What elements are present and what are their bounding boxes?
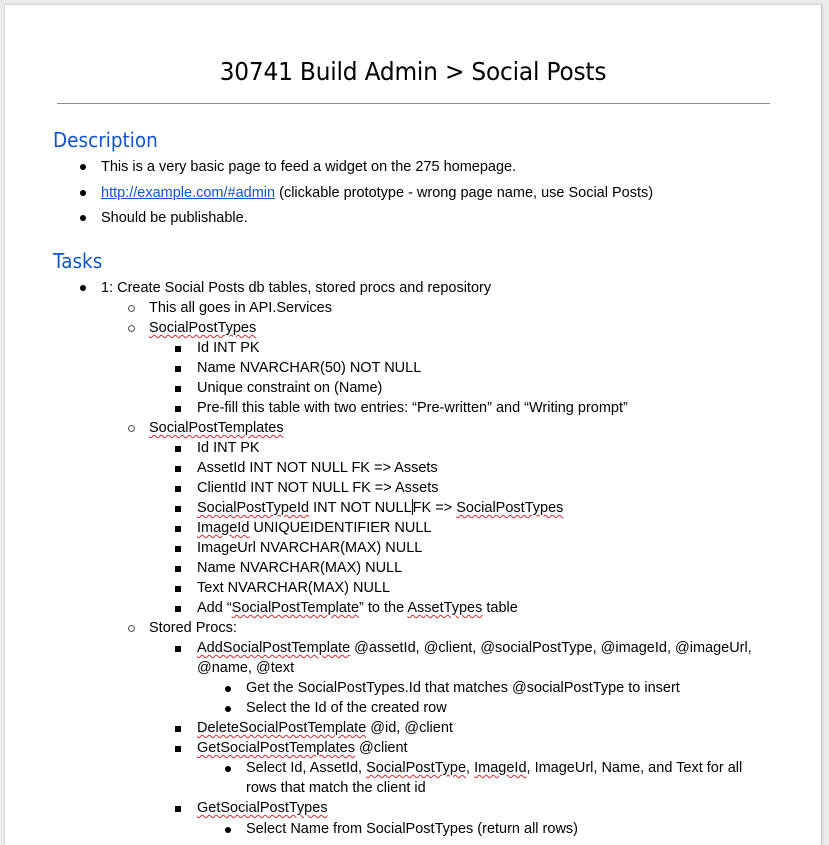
bullet-square-icon [175,366,181,372]
description-heading: Description [53,128,158,152]
description-item-3: Should be publishable. [101,210,248,226]
bullet-disc-icon [80,215,86,221]
bullet-disc-icon [80,190,86,196]
step-image: ImageId [474,760,527,776]
proc-get-types-name: GetSocialPostTypes [197,800,328,816]
social-post-templates-text: SocialPostTemplates [149,420,284,436]
bullet-disc-icon [225,706,231,712]
social-post-types-label [149,318,256,338]
proc-add-params-2: @name, @text [197,660,295,676]
tasks-heading: Tasks [53,249,103,273]
bullet-square-icon [175,586,181,592]
spt2-item: Id INT PK [197,440,260,456]
document-page[interactable] [4,4,822,845]
image-id-name: ImageId [197,520,250,536]
proc-get-types [197,798,328,818]
spt2-item: Name NVARCHAR(MAX) NULL [197,560,403,576]
prototype-link[interactable]: http://example.com/#admin [101,185,276,201]
social-post-types-text: SocialPostTypes [149,320,257,336]
api-note: This all goes in API.Services [149,300,332,316]
spt-item: Unique constraint on (Name) [197,380,383,396]
bullet-square-icon [175,486,181,492]
proc-get-templates [197,738,408,758]
description-item-2-text: (clickable prototype - wrong page name, use Social Posts) [275,185,654,201]
bullet-circle-icon [128,625,135,632]
proc-add-step: Select the Id of the created row [246,700,447,716]
image-id-rest: UNIQUEIDENTIFIER NULL [249,520,432,536]
bullet-circle-icon [128,325,135,332]
spt2-item: Text NVARCHAR(MAX) NULL [197,580,391,596]
bullet-square-icon [175,646,181,652]
step-post: , ImageUrl, Name, and Text for all [526,760,743,776]
type-id-ref: SocialPostTypes [456,500,564,516]
bullet-square-icon [175,506,181,512]
add-post: table [482,600,518,616]
bullet-disc-icon [80,285,86,291]
add-pre: Add “ [197,600,232,616]
proc-add-name: AddSocialPostTemplate [197,640,351,656]
title-divider [57,103,770,104]
spt-item: Pre-fill this table with two entries: “Pre-written” and “Writing prompt” [197,400,628,416]
stored-procs-label: Stored Procs: [149,620,237,636]
spt-item: Name NVARCHAR(50) NOT NULL [197,360,422,376]
type-id-name: SocialPostTypeId [197,500,310,516]
bullet-disc-icon [225,686,231,692]
proc-get-templates-params: @client [354,740,408,756]
bullet-square-icon [175,546,181,552]
proc-get-templates-step [246,758,742,778]
proc-add-step: Get the SocialPostTypes.Id that matches @socialPostType to insert [246,680,680,696]
spt2-item: ClientId INT NOT NULL FK => Assets [197,480,439,496]
add-table: AssetTypes [407,600,483,616]
bullet-circle-icon [128,425,135,432]
spt2-item-image-id [197,518,432,538]
bullet-square-icon [175,446,181,452]
bullet-square-icon [175,386,181,392]
type-id-fk: FK => [412,500,457,516]
bullet-square-icon [175,806,181,812]
task-1: 1: Create Social Posts db tables, stored procs and repository [101,280,492,296]
spt2-item: AssetId INT NOT NULL FK => Assets [197,460,438,476]
proc-add-params: @assetId, @client, @socialPostType, @imageId, @imageUrl, [350,640,752,656]
proc-add [197,638,752,658]
spt2-item-type-id [197,498,563,518]
spt-item: Id INT PK [197,340,260,356]
proc-get-templates-step-2: rows that match the client id [246,780,426,796]
description-item-2 [101,183,653,203]
bullet-circle-icon [128,305,135,312]
step-pre: Select Id, AssetId, [246,760,367,776]
proc-delete-name: DeleteSocialPostTemplate [197,720,367,736]
proc-get-templates-name: GetSocialPostTemplates [197,740,355,756]
spt2-item: ImageUrl NVARCHAR(MAX) NULL [197,540,423,556]
bullet-square-icon [175,726,181,732]
description-item-1: This is a very basic page to feed a widget on the 275 homepage. [101,159,517,175]
spt2-item-add [197,598,518,618]
proc-delete-params: @id, @client [366,720,453,736]
add-mid: ” to the [359,600,408,616]
proc-get-types-step: Select Name from SocialPostTypes (return all rows) [246,821,578,837]
bullet-disc-icon [80,164,86,170]
bullet-square-icon [175,346,181,352]
bullet-square-icon [175,466,181,472]
bullet-square-icon [175,566,181,572]
proc-delete [197,718,453,738]
bullet-disc-icon [225,766,231,772]
document-title: 30741 Build Admin > Social Posts [219,57,607,86]
bullet-disc-icon [225,827,231,833]
bullet-square-icon [175,606,181,612]
add-name: SocialPostTemplate [231,600,360,616]
bullet-square-icon [175,746,181,752]
bullet-square-icon [175,526,181,532]
social-post-templates-label [149,418,284,438]
step-type: SocialPostType [366,760,467,776]
bullet-square-icon [175,406,181,412]
type-id-mid: INT NOT NULL [309,500,412,516]
step-sep: , [466,760,475,776]
